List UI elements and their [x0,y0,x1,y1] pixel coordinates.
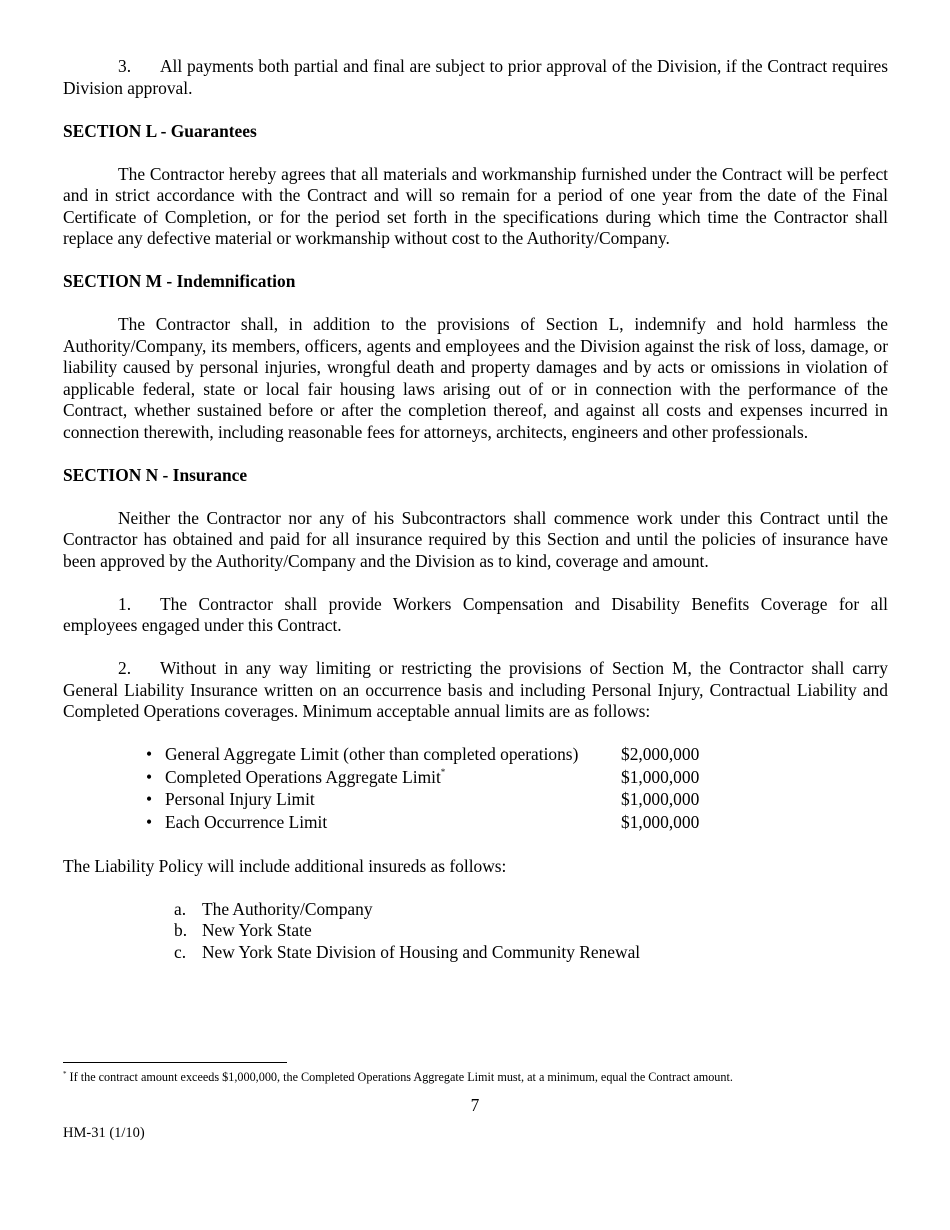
section-n-item-2 [63,658,888,723]
bullet-icon: • [146,744,153,764]
footnote-divider [63,1062,287,1063]
section-n-item-1 [63,594,888,637]
list-item [174,942,888,964]
limit-name: Personal Injury Limit [165,789,315,809]
list-item [146,812,888,835]
section-n-intro: Neither the Contractor nor any of his Subcontractors shall commence work under this Contract until the Contractor has obtained and paid for all insurance required by this Section and until the policies of insurance have been approved by the Authority/Company and the Division as to kind, coverage and amount. [63,507,888,571]
footnote-reference: * [440,766,446,777]
list-letter: a. [174,898,187,919]
bullet-icon: • [146,766,153,787]
limit-name: Completed Operations Aggregate Limit [165,766,441,787]
list-item [174,920,888,942]
item-text: Without in any way limiting or restricting the provisions of Section M, the Contractor shall carry General Liability Insurance written on an occurrence basis and including Personal Injury, Contractual Liability and Completed Operations coverages. Minimum acceptable annual limits are as follows: [63,658,888,721]
insured-name: The Authority/Company [202,898,373,919]
list-item [146,767,888,790]
limit-name-wrapper [165,767,621,789]
limit-amount: $1,000,000 [621,811,700,832]
form-identifier: HM-31 (1/10) [63,1125,145,1141]
insured-name: New York State Division of Housing and Community Renewal [202,941,641,962]
limit-name: Each Occurrence Limit [165,811,328,832]
footnote-mark: * [63,1070,67,1078]
item-text: The Contractor shall provide Workers Compensation and Disability Benefits Coverage for all employees engaged under this Contract. [63,593,888,635]
paragraph-text: All payments both partial and final are subject to prior approval of the Division, if the Contract requires Division approval. [63,56,888,98]
paragraph-number: 3. [118,56,132,76]
insured-name: New York State [202,920,312,940]
bullet-icon: • [146,811,153,832]
bullet-icon: • [146,789,153,809]
list-item [146,744,888,767]
section-m-body: The Contractor shall, in addition to the provisions of Section L, indemnify and hold harmless the Authority/Company, its members, officers, agents and employees and the Division against the risk of loss, damage, or liability caused by personal injuries, wrongful death and property damages and by acts or omissions in violation of applicable federal, state or local fair housing laws arising out of or in connection with the performance of the Contract, whether sustained before or after the completion thereof, and against all costs and expenses incurred in connection therewith, including reasonable fees for attorneys, architects, engineers and other professionals. [63,314,888,442]
limit-amount: $1,000,000 [621,789,700,809]
section-n-heading: SECTION N - Insurance [63,464,248,485]
additional-insureds-list [174,899,888,964]
paragraph-3 [63,56,888,99]
limit-amount: $2,000,000 [621,744,700,764]
insureds-intro: The Liability Policy will include additional insureds as follows: [63,855,507,876]
section-m-heading: SECTION M - Indemnification [63,271,296,291]
list-item [174,899,888,921]
footnote-text: If the contract amount exceeds $1,000,000, the Completed Operations Aggregate Limit must, at a minimum, equal the Contract amount. [69,1070,733,1084]
footnote [63,1070,893,1085]
limit-name: General Aggregate Limit (other than completed operations) [165,744,579,764]
limit-amount: $1,000,000 [621,766,700,787]
liability-limits-list [146,744,888,834]
item-number: 2. [118,658,132,678]
document-page [63,56,888,963]
list-letter: b. [174,920,188,940]
list-item [146,789,888,812]
section-l-body: The Contractor hereby agrees that all materials and workmanship furnished under the Contract will be perfect and in strict accordance with the Contract and will so remain for a period of one year from the date of the Final Certificate of Completion, or for the period set forth in the specifications during which time the Contractor shall replace any defective material or workmanship without cost to the Authority/Company. [63,163,888,248]
item-number: 1. [118,593,132,614]
page-number: 7 [470,1095,480,1115]
section-l-heading: SECTION L - Guarantees [63,120,257,141]
list-letter: c. [174,941,187,962]
